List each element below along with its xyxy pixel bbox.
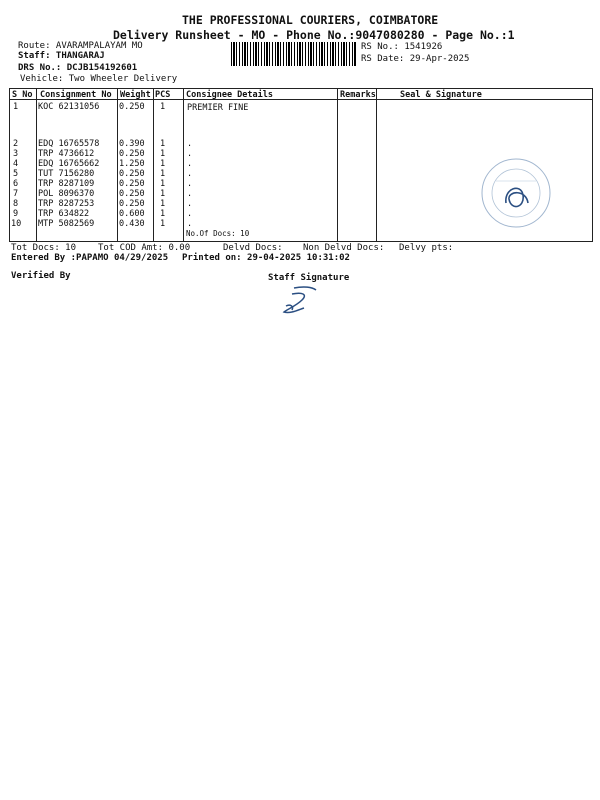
- row-10-consignment: MTP 5082569: [38, 219, 95, 229]
- row-2-pcs: 1: [160, 139, 166, 149]
- row-7-pcs: 1: [160, 189, 166, 199]
- row-9-weight: 0.600: [119, 209, 145, 219]
- row-5-consignment: TUT 7156280: [38, 169, 95, 179]
- row-7-consignment: POL 8096370: [38, 189, 95, 199]
- tot-cod-amt: Tot COD Amt: 0.00: [98, 243, 191, 253]
- tot-docs: Tot Docs: 10: [11, 243, 77, 253]
- row-6-pcs: 1: [160, 179, 166, 189]
- header-weight: Weight: [120, 90, 151, 100]
- row-4-pcs: 1: [160, 159, 166, 169]
- row-10-sno: 10: [11, 219, 22, 229]
- row-2-consignee: .: [187, 139, 193, 149]
- header-consignee: Consignee Details: [186, 90, 273, 100]
- header-remarks: Remarks: [340, 90, 376, 100]
- vehicle-label: Vehicle: Two Wheeler Delivery: [20, 74, 178, 84]
- row-5-weight: 0.250: [119, 169, 145, 179]
- row-3-sno: 3: [13, 149, 19, 159]
- header-sno: S No: [12, 90, 33, 100]
- header-pcs: PCS: [155, 90, 171, 100]
- drs-number: DRS No.: DCJB154192601: [18, 63, 138, 73]
- verified-by: Verified By: [11, 271, 71, 281]
- row-1-pcs: 1: [160, 102, 166, 112]
- non-delvd-docs: Non Delvd Docs:: [303, 243, 385, 253]
- rs-number: RS No.: 1541926: [361, 42, 443, 52]
- row-8-consignee: .: [187, 199, 193, 209]
- row-4-weight: 1.250: [119, 159, 145, 169]
- row-3-consignee: .: [187, 149, 193, 159]
- row-6-weight: 0.250: [119, 179, 145, 189]
- staff-label: Staff: THANGARAJ: [18, 51, 105, 61]
- row-3-weight: 0.250: [119, 149, 145, 159]
- row-1-consignment: KOC 62131056: [38, 102, 100, 112]
- entered-by: Entered By :PAPAMO 04/29/2025: [11, 253, 169, 263]
- row-9-sno: 9: [13, 209, 19, 219]
- row-8-weight: 0.250: [119, 199, 145, 209]
- row-4-consignee: .: [187, 159, 193, 169]
- row-6-consignment: TRP 8287109: [38, 179, 95, 189]
- staff-signature-mark: [276, 284, 326, 318]
- header-seal: Seal & Signature: [400, 90, 482, 100]
- route-label: Route: AVARAMPALAYAM MO: [18, 41, 143, 51]
- row-5-sno: 5: [13, 169, 19, 179]
- runsheet-table: [9, 88, 593, 242]
- header-consignment: Consignment No: [40, 90, 112, 100]
- row-2-weight: 0.390: [119, 139, 145, 149]
- barcode: [231, 42, 356, 66]
- row-1-weight: 0.250: [119, 102, 145, 112]
- printed-on: Printed on: 29-04-2025 10:31:02: [182, 253, 350, 263]
- row-10-consignee: .: [187, 219, 193, 229]
- rs-date: RS Date: 29-Apr-2025: [361, 54, 470, 64]
- row-7-consignee: .: [187, 189, 193, 199]
- row-1-sno: 1: [13, 102, 19, 112]
- row-8-pcs: 1: [160, 199, 166, 209]
- row-3-consignment: TRP 4736612: [38, 149, 95, 159]
- delvy-pts: Delvy pts:: [399, 243, 454, 253]
- row-9-pcs: 1: [160, 209, 166, 219]
- row-5-consignee: .: [187, 169, 193, 179]
- row-10-weight: 0.430: [119, 219, 145, 229]
- row-5-pcs: 1: [160, 169, 166, 179]
- row-3-pcs: 1: [160, 149, 166, 159]
- runsheet-subtitle: Delivery Runsheet - MO - Phone No.:9047080280 - Page No.:1: [113, 28, 515, 42]
- row-8-consignment: TRP 8287253: [38, 199, 95, 209]
- delvd-docs: Delvd Docs:: [223, 243, 283, 253]
- row-7-weight: 0.250: [119, 189, 145, 199]
- row-9-consignment: TRP 634822: [38, 209, 90, 219]
- row-6-sno: 6: [13, 179, 19, 189]
- row-9-consignee: .: [187, 209, 193, 219]
- staff-signature-label: Staff Signature: [268, 273, 350, 283]
- row-6-consignee: .: [187, 179, 193, 189]
- row-7-sno: 7: [13, 189, 19, 199]
- company-title: THE PROFESSIONAL COURIERS, COIMBATORE: [182, 13, 439, 27]
- seal-stamp-icon: [476, 153, 558, 233]
- row-2-consignment: EDQ 16765578: [38, 139, 100, 149]
- row-2-sno: 2: [13, 139, 19, 149]
- row-4-sno: 4: [13, 159, 19, 169]
- row-4-consignment: EDQ 16765662: [38, 159, 100, 169]
- row-1-consignee: PREMIER FINE: [187, 103, 249, 113]
- no-of-docs: No.Of Docs: 10: [186, 229, 250, 238]
- row-8-sno: 8: [13, 199, 19, 209]
- row-10-pcs: 1: [160, 219, 166, 229]
